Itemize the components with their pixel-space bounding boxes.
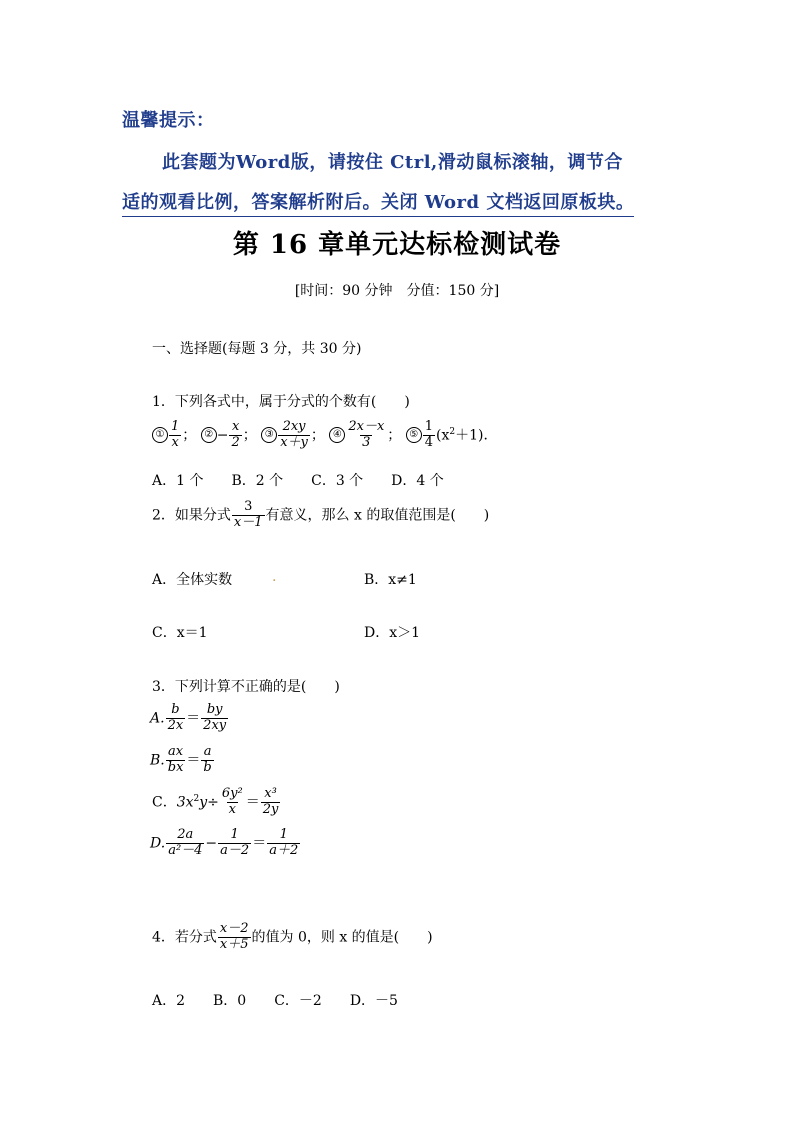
item-number: ④ [329, 427, 345, 443]
question-3-option-b: B. $\frac{ax}{bx}$ ＝ $\frac{a}{b}$ [150, 744, 212, 775]
fraction: $\frac{by}{2xy}$ [203, 702, 227, 733]
fraction: $\frac{3}{x-1}$ [233, 499, 263, 530]
question-1-options: A．1 个 B．2 个 C．3 个 D．4 个 [152, 473, 444, 489]
question-2-stem: 2．如果分式 $\frac{3}{x-1}$ 有意义，那么 x 的取值范围是( ) [152, 499, 490, 530]
section-heading-choice: 一、选择题(每题 3 分，共 30 分) [152, 341, 362, 357]
question-4-options: A．2 B．0 C．－2 D．－5 [152, 993, 398, 1009]
question-3-option-a: A. $\frac{b}{2x}$ ＝ $\frac{by}{2xy}$ [150, 702, 227, 733]
fraction: $\frac{b}{2x}$ [167, 702, 184, 733]
fraction: $\frac{1}{a-2}$ [220, 827, 250, 858]
question-2-option-c: C．x＝1 [152, 625, 208, 641]
fraction: $\frac{1}{a+2}$ [269, 827, 299, 858]
page-title: 第 16 章单元达标检测试卷 [232, 230, 562, 260]
question-1-stem: 1．下列各式中，属于分式的个数有( ) [152, 394, 410, 410]
item-number: ⑤ [406, 427, 422, 443]
fraction: $\frac{a}{b}$ [203, 744, 212, 775]
exam-time-score: [时间：90 分钟 分值：150 分] [294, 283, 500, 299]
fraction: $\frac{\text{x³}}{2y}$ [262, 786, 279, 817]
item-number: ③ [261, 427, 277, 443]
notice-line-2: 适的观看比例，答案解析附后。关闭 Word 文档返回原板块。 [122, 188, 634, 217]
fraction: $\frac{1}{4}$ [424, 419, 434, 450]
fraction: $\frac{x}{2}$ [231, 419, 240, 450]
notice-line-1: 此套题为Word版，请按住 Ctrl,滑动鼠标滚轴，调节合 [162, 152, 623, 173]
fraction: $\frac{2x-x}{3}$ [348, 419, 385, 450]
item-number: ② [201, 427, 217, 443]
question-4-stem: 4．若分式 $\frac{x-2}{x+5}$ 的值为 0，则 x 的值是( ) [152, 921, 433, 952]
question-3-stem: 3．下列计算不正确的是( ) [152, 679, 340, 695]
question-2-option-a: A．全体实数 [152, 572, 233, 588]
question-3-option-d: D. $\frac{2a}{\text{a²－4}}$ − $\frac{1}{a-2}$ ＝ $\frac{1}{a+2}$ [150, 827, 299, 858]
notice-heading: 温馨提示： [122, 110, 215, 131]
item-number: ① [152, 427, 168, 443]
fraction: $\frac{ax}{bx}$ [167, 744, 184, 775]
question-2-option-d: D．x＞1 [364, 625, 421, 641]
fraction: $\frac{2xy}{x+y}$ [280, 419, 308, 450]
question-3-option-c: C．$3x^2y\div$ $\frac{\text{6y²}}{x}$ ＝ $\frac{\text{x³}}{2y}$ [152, 786, 279, 817]
question-1-items: ① $\frac{1}{x}$ ； ② − $\frac{x}{2}$ ； ③ $\frac{2xy}{x+y}$ ； ④ $\frac{2x-x}{3}$ ； ⑤ $\frac{1}{4}$ $(x^2+1)$． [152, 420, 497, 451]
fraction: $\frac{1}{x}$ [171, 419, 180, 450]
question-2-option-b: B．x≠1 [364, 572, 417, 588]
stray-mark: . [272, 569, 277, 585]
fraction: $\frac{\text{6y²}}{x}$ [221, 786, 243, 817]
fraction: $\frac{x-2}{x+5}$ [219, 921, 249, 952]
fraction: $\frac{2a}{\text{a²－4}}$ [168, 827, 203, 858]
